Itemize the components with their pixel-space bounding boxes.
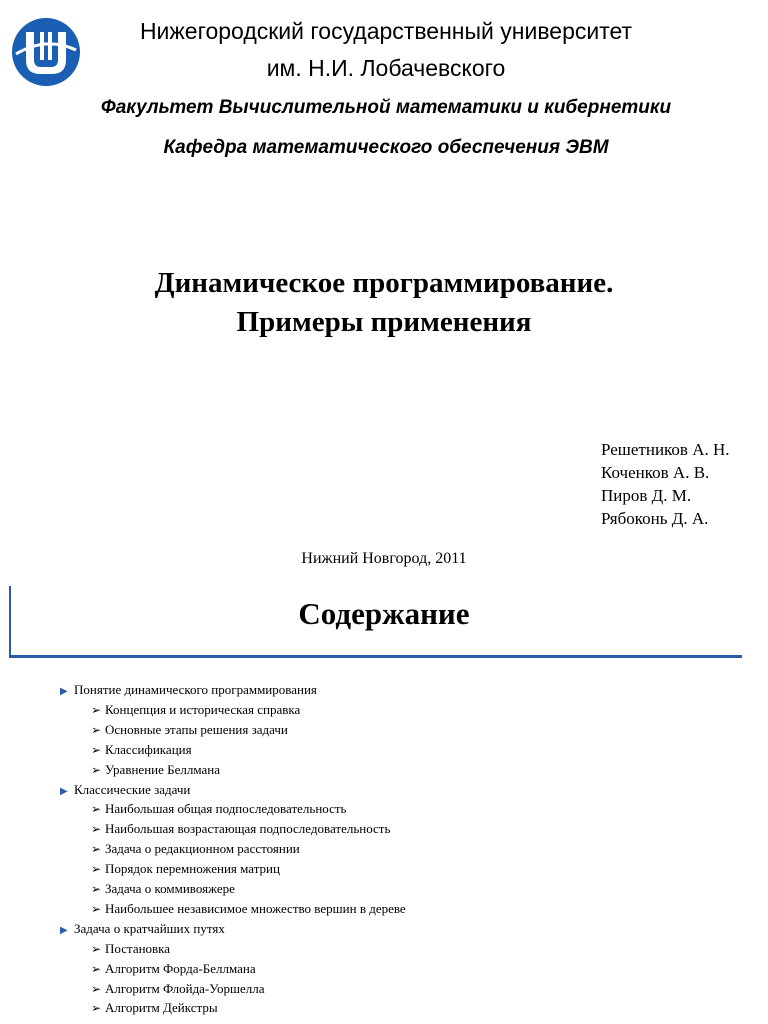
toc-heading: Содержание — [298, 596, 470, 631]
toc-item-text: Задача о кратчайших путях — [74, 921, 225, 936]
arrow-bullet-icon: ➢ — [91, 743, 102, 757]
toc-section-item — [60, 680, 317, 702]
toc-subsection-item — [91, 899, 406, 919]
arrow-bullet-icon: ➢ — [91, 842, 102, 856]
toc-subsection-item — [91, 959, 256, 979]
toc-item-text: Уравнение Беллмана — [105, 762, 220, 777]
arrow-bullet-icon: ➢ — [91, 723, 102, 737]
arrow-bullet-icon: ➢ — [91, 902, 102, 916]
triangle-bullet-icon: ▶ — [60, 686, 68, 697]
arrow-bullet-icon: ➢ — [91, 703, 102, 717]
toc-subsection-item — [91, 859, 280, 879]
city-year: Нижний Новгород, 2011 — [301, 550, 467, 567]
toc-item-text: Концепция и историческая справка — [105, 702, 301, 717]
department-name: Кафедра математического обеспечения ЭВМ — [163, 137, 609, 158]
toc-item-text: Основные этапы решения задачи — [105, 722, 288, 737]
toc-subsection-item — [91, 839, 300, 859]
arrow-bullet-icon: ➢ — [91, 1001, 102, 1015]
authors-list — [601, 438, 730, 530]
arrow-bullet-icon: ➢ — [91, 982, 102, 996]
university-name-line2: им. Н.И. Лобачевского — [266, 55, 506, 81]
arrow-bullet-icon: ➢ — [91, 942, 102, 956]
toc-item-text: Наибольшее независимое множество вершин в дереве — [105, 901, 406, 916]
toc-subsection-item — [91, 700, 300, 720]
document-subtitle: Примеры применения — [236, 306, 532, 338]
arrow-bullet-icon: ➢ — [91, 802, 102, 816]
arrow-bullet-icon: ➢ — [91, 882, 102, 896]
toc-item-text: Классические задачи — [74, 782, 191, 797]
toc-item-text: Понятие динамического программирования — [74, 682, 317, 697]
triangle-bullet-icon: ▶ — [60, 925, 68, 936]
toc-item-text: Алгоритм Дейкстры — [105, 1000, 218, 1015]
toc-subsection-item — [91, 799, 346, 819]
toc-item-text: Задача о редакционном расстоянии — [105, 841, 300, 856]
arrow-bullet-icon: ➢ — [91, 962, 102, 976]
toc-item-text: Алгоритм Форда-Беллмана — [105, 961, 256, 976]
toc-subsection-item — [91, 939, 170, 959]
author: Пиров Д. М. — [601, 486, 692, 505]
toc-subsection-item — [91, 998, 218, 1018]
toc-subsection-item — [91, 760, 220, 780]
toc-subsection-item — [91, 740, 192, 760]
author: Рябоконь Д. А. — [601, 509, 709, 528]
arrow-bullet-icon: ➢ — [91, 862, 102, 876]
toc-item-text: Постановка — [105, 941, 171, 956]
arrow-bullet-icon: ➢ — [91, 763, 102, 777]
toc-subsection-item — [91, 879, 235, 899]
toc-item-text: Порядок перемножения матриц — [105, 861, 280, 876]
arrow-bullet-icon: ➢ — [91, 822, 102, 836]
toc-item-text: Классификация — [105, 742, 192, 757]
university-name: Нижегородский государственный университет — [139, 18, 633, 44]
toc-subsection-item — [91, 979, 265, 999]
toc-item-text: Задача о коммивояжере — [105, 881, 235, 896]
toc-item-text: Наибольшая возрастающая подпоследовательность — [105, 821, 391, 836]
author: Коченков А. В. — [601, 463, 710, 482]
toc-subsection-item — [91, 819, 390, 839]
toc-item-text: Алгоритм Флойда-Уоршелла — [105, 981, 265, 996]
toc-section-item — [60, 919, 225, 941]
document-title: Динамическое программирование. — [154, 267, 614, 299]
toc-frame-bottom-border — [9, 655, 742, 658]
author: Решетников А. Н. — [601, 440, 730, 459]
toc-item-text: Наибольшая общая подпоследовательность — [105, 801, 347, 816]
triangle-bullet-icon: ▶ — [60, 786, 68, 797]
faculty-name: Факультет Вычислительной математики и кибернетики — [100, 97, 672, 118]
toc-subsection-item — [91, 720, 288, 740]
